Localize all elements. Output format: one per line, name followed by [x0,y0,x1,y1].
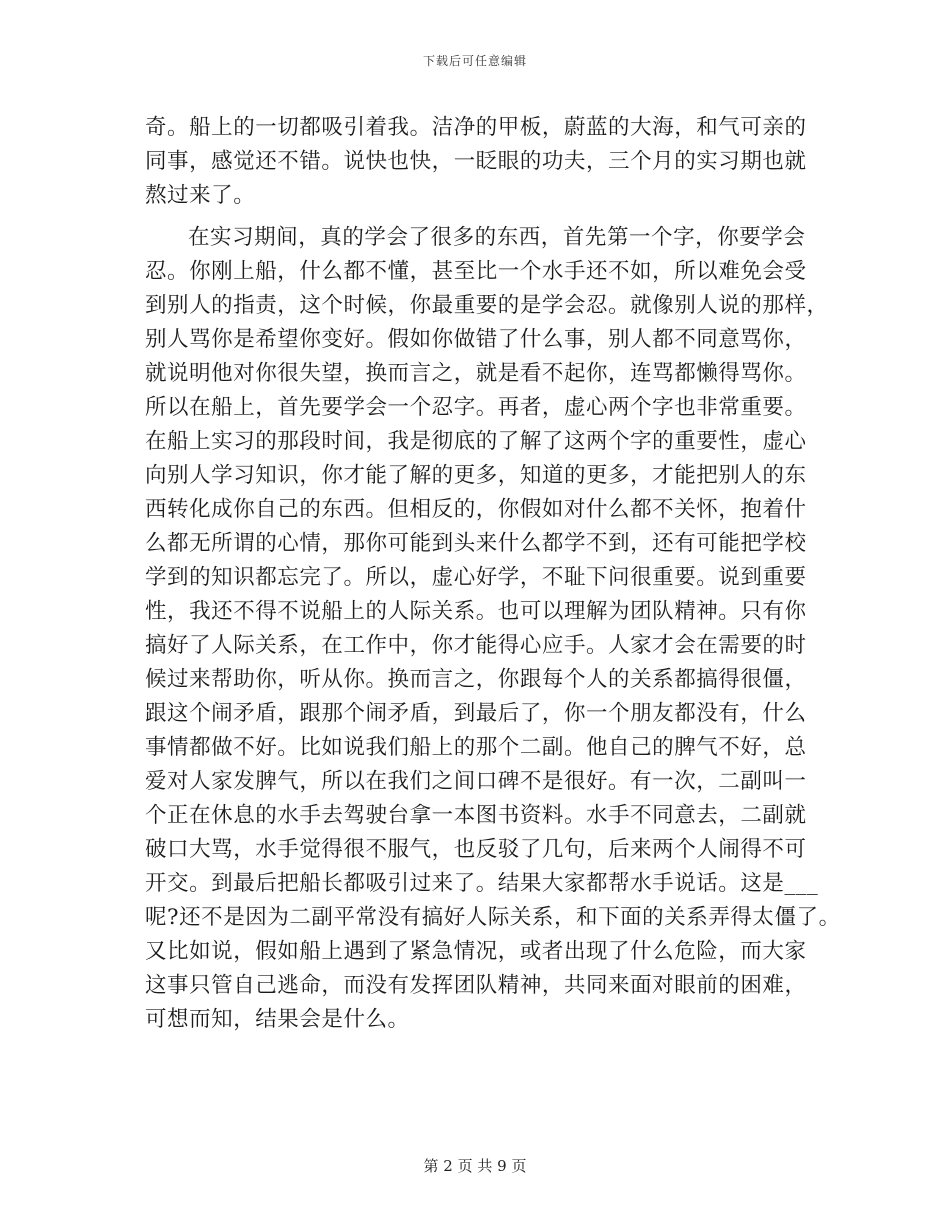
text-line: 破口大骂，水手觉得很不服气，也反驳了几句，后来两个人闹得不可 [145,837,807,862]
text-line: 学到的知识都忘完了。所以，虚心好学，不耻下问很重要。说到重要 [145,565,807,590]
text-line: 个正在休息的水手去驾驶台拿一本图书资料。水手不同意去，二副就 [145,803,807,828]
text-line: 到别人的指责，这个时候，你最重要的是学会忍。就像别人说的那样， [145,293,829,318]
page-header: 下载后可任意编辑 [422,54,527,68]
text-line: 向别人学习知识，你才能了解的更多，知道的更多，才能把别人的东 [145,463,807,488]
text-line: 就说明他对你很失望，换而言之，就是看不起你，连骂都懒得骂你。 [145,361,807,386]
text-line: 熬过来了。 [145,183,256,208]
text-line: 又比如说，假如船上遇到了紧急情况，或者出现了什么危险，而大家 [145,939,807,964]
text-line: 别人骂你是希望你变好。假如你做错了什么事，别人都不同意骂你， [145,327,807,352]
text-line: 这事只管自己逃命，而没有发挥团队精神，共同来面对眼前的困难， [145,973,807,998]
text-line: 呢?还不是因为二副平常没有搞好人际关系，和下面的关系弄得太僵了。 [145,905,841,930]
text-line: 搞好了人际关系，在工作中，你才能得心应手。人家才会在需要的时 [145,633,807,658]
text-line: 在实习期间，真的学会了很多的东西，首先第一个字，你要学会 [188,225,806,250]
text-line: 开交。到最后把船长都吸引过来了。结果大家都帮水手说话。这是___ [145,871,819,896]
text-line: 所以在船上，首先要学会一个忍字。再者，虚心两个字也非常重要。 [145,395,807,420]
text-line: 可想而知，结果会是什么。 [145,1007,410,1032]
text-line: 忍。你刚上船，什么都不懂，甚至比一个水手还不如，所以难免会受 [145,259,807,284]
page-number: 第 2 页 共 9 页 [423,1157,527,1175]
text-line: 爱对人家发脾气，所以在我们之间口碑不是很好。有一次，二副叫一 [145,769,807,794]
text-line: 么都无所谓的心情，那你可能到头来什么都学不到，还有可能把学校 [145,531,807,556]
text-line: 同事，感觉还不错。说快也快，一眨眼的功夫，三个月的实习期也就 [145,149,807,174]
text-line: 西转化成你自己的东西。但相反的，你假如对什么都不关怀，抱着什 [145,497,807,522]
text-line: 在船上实习的那段时间，我是彻底的了解了这两个字的重要性，虚心 [145,429,807,454]
text-line: 事情都做不好。比如说我们船上的那个二副。他自己的脾气不好，总 [145,735,807,760]
text-line: 奇。船上的一切都吸引着我。洁净的甲板，蔚蓝的大海，和气可亲的 [145,115,807,140]
text-line: 候过来帮助你，听从你。换而言之，你跟每个人的关系都搞得很僵， [145,667,807,692]
text-line: 性，我还不得不说船上的人际关系。也可以理解为团队精神。只有你 [145,599,807,624]
text-line: 跟这个闹矛盾，跟那个闹矛盾，到最后了，你一个朋友都没有，什么 [145,701,807,726]
